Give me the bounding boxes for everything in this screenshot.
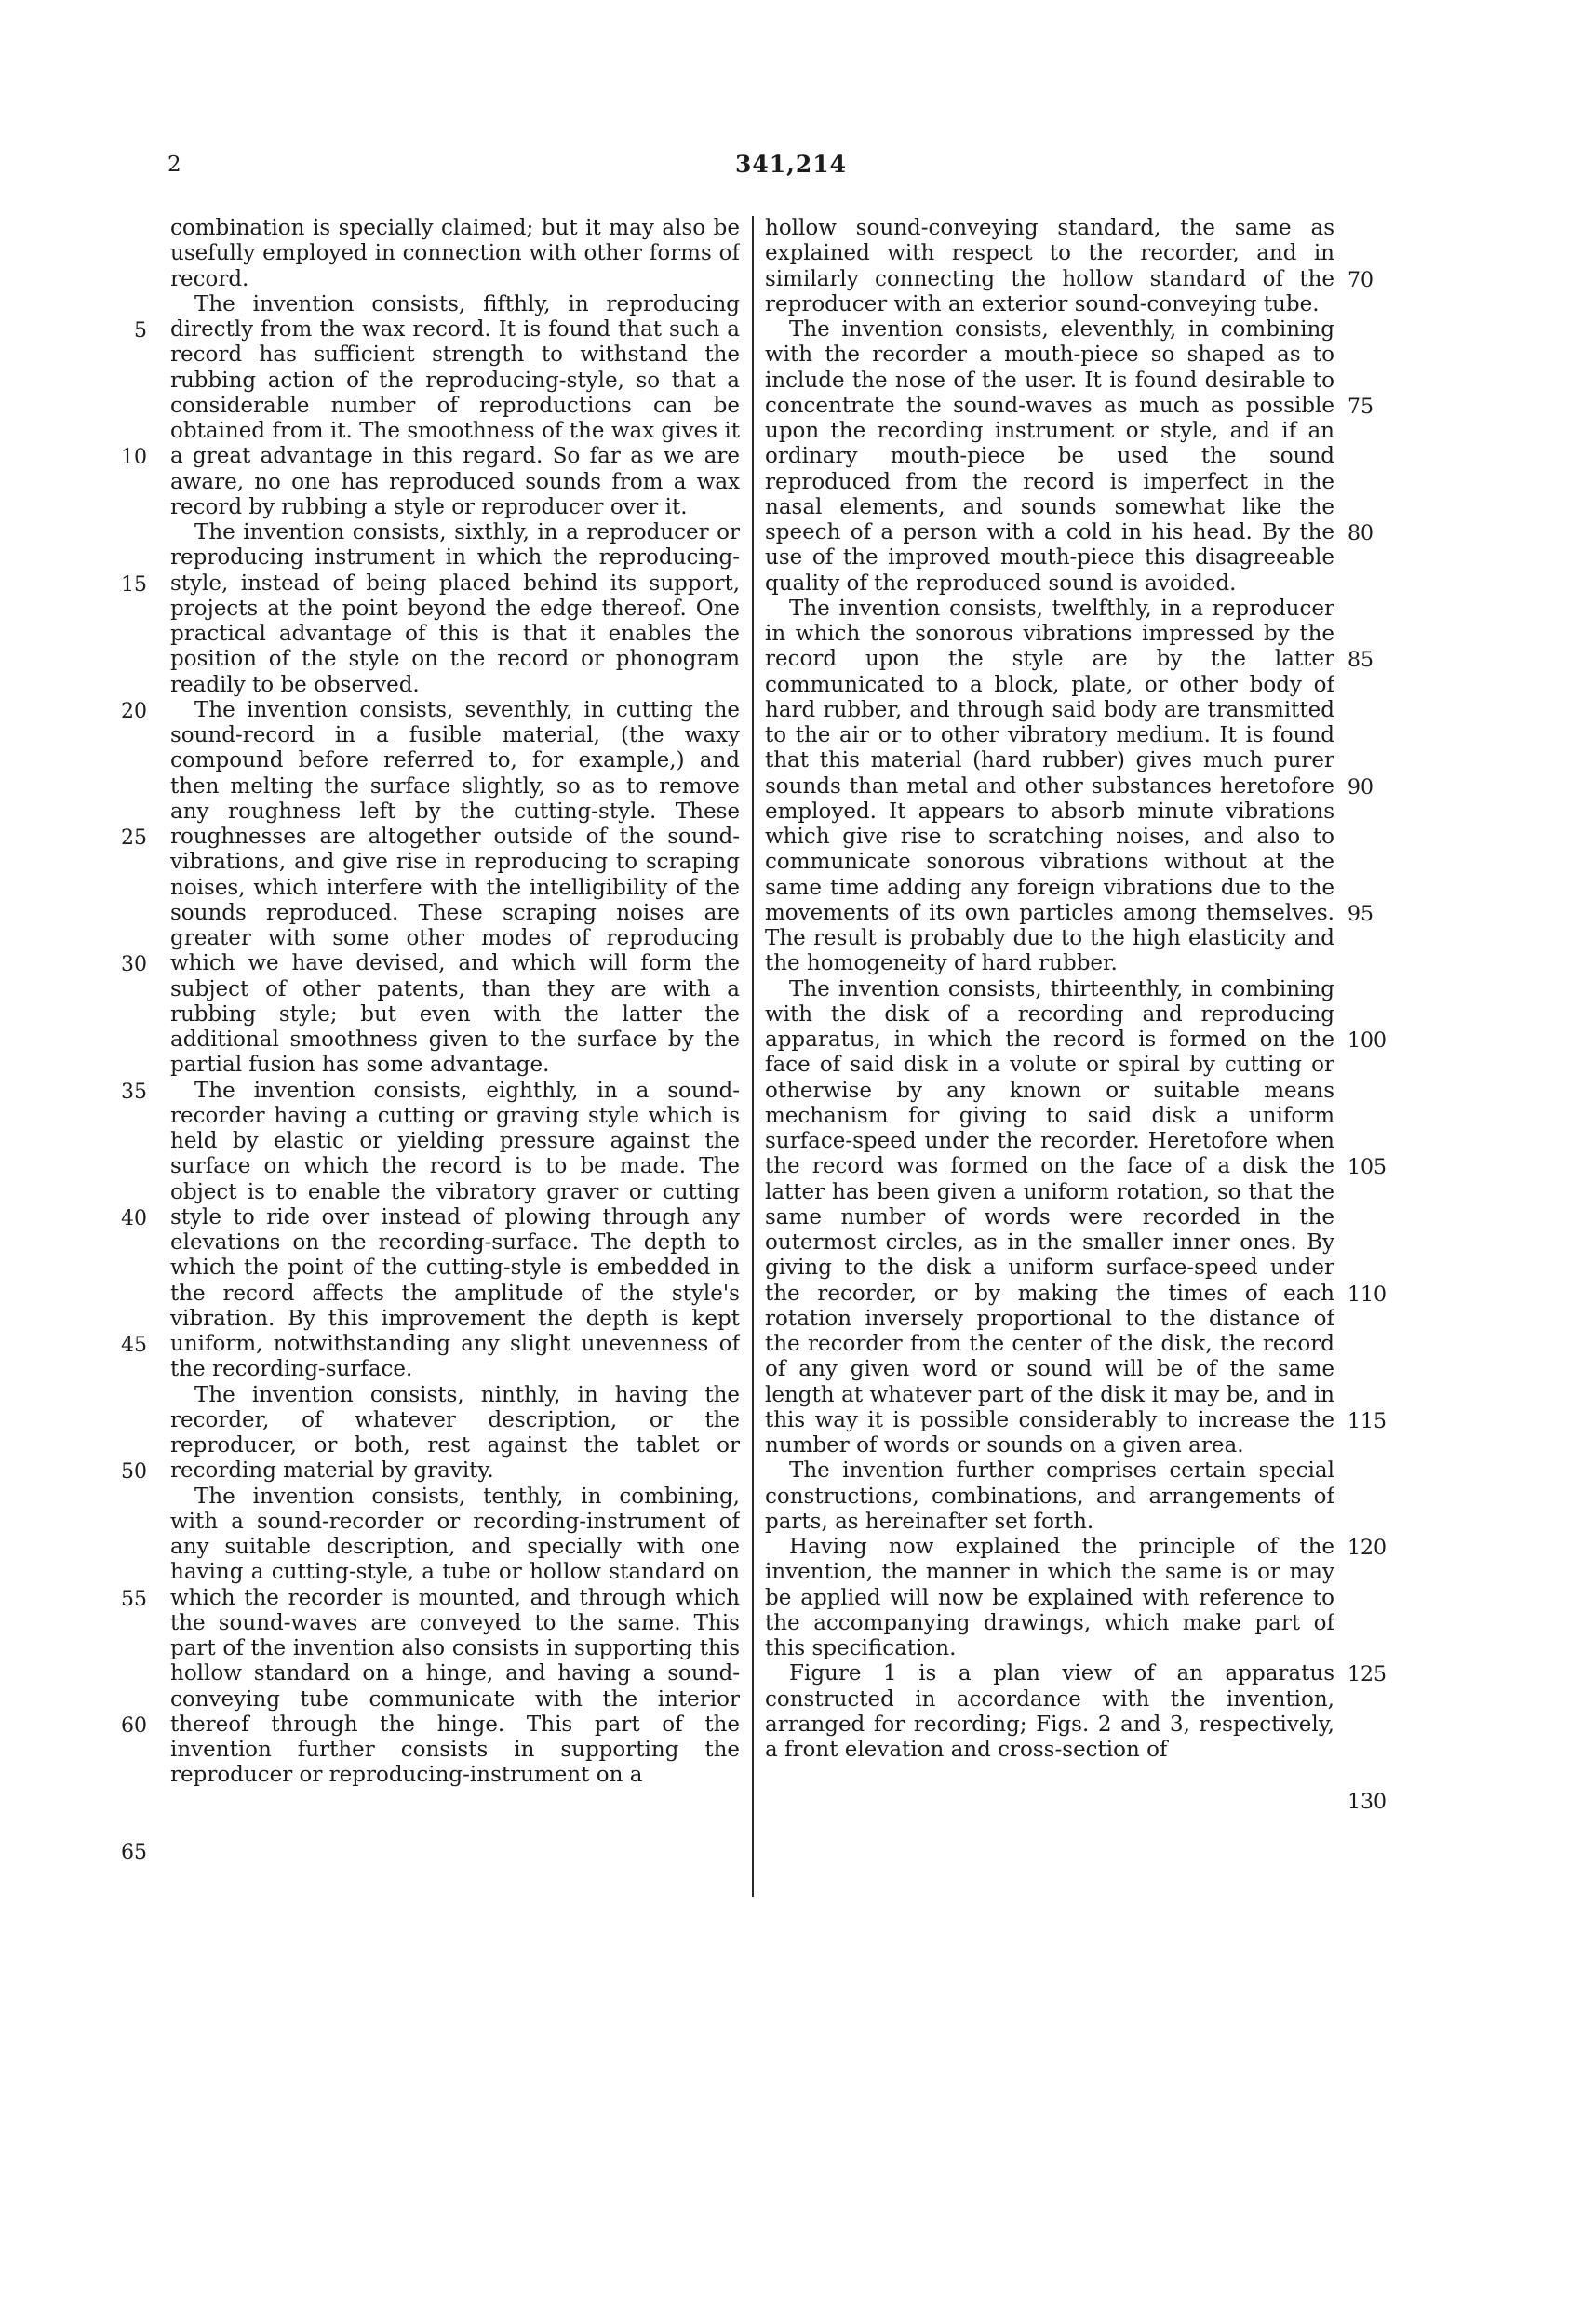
paragraph: Figure 1 is a plan view of an apparatus constructed in accordance with the invention, arranged for recording; Figs. 2 and 3, respectively, a front elevation and cross-section of (765, 1661, 1334, 1762)
line-number: 55 (121, 1587, 147, 1611)
line-number: 90 (1347, 775, 1374, 799)
paragraph: combination is specially claimed; but it may also be usefully employed in connection with other forms of record. (170, 216, 740, 291)
line-number: 95 (1347, 902, 1374, 926)
line-number: 125 (1347, 1663, 1387, 1687)
line-number: 10 (121, 446, 147, 470)
paragraph: The invention consists, eighthly, in a sound-recorder having a cutting or graving style which is held by elastic or yielding pressure against the surface on which the record is to be made. The object is to enable the vibratory graver or cutting style to ride over instead of plowing through any elevations on the recording-surface. The depth to which the point of the cutting-style is embedded in the record affects the amplitude of the style's vibration. By this improvement the depth is kept uniform, notwithstanding any slight unevenness of the recording-surface. (170, 1078, 740, 1382)
right-column (765, 216, 1334, 1928)
page-number: 2 (168, 153, 181, 177)
column-divider (752, 216, 754, 1897)
line-number: 130 (1347, 1790, 1387, 1814)
line-number: 25 (121, 826, 147, 850)
line-number: 70 (1347, 268, 1374, 292)
line-number: 35 (121, 1080, 147, 1104)
line-number: 40 (121, 1206, 147, 1230)
paragraph: The invention consists, eleventhly, in combining with the recorder a mouth-piece so shaped as to include the nose of the user. It is found desirable to concentrate the sound-waves as much as possible upon the recording instrument or style, and if an ordinary mouth-piece be used the sound reproduced from the record is imperfect in the nasal elements, and sounds somewhat like the speech of a person with a cold in his head. By the use of the improved mouth-piece this disagreeable quality of the reproduced sound is avoided. (765, 317, 1334, 596)
left-column (170, 216, 740, 1928)
paragraph: hollow sound-conveying standard, the same as explained with respect to the recorder, and in similarly connecting the hollow standard of the reproducer with an exterior sound-conveying tube. (765, 216, 1334, 316)
paragraph: Having now explained the principle of the invention, the manner in which the same is or may be applied will now be explained with reference to the accompanying drawings, which make part of this specification. (765, 1535, 1334, 1660)
line-number: 5 (134, 319, 147, 343)
paragraph: The invention consists, thirteenthly, in combining with the disk of a recording and reproducing apparatus, in which the record is formed on the face of said disk in a volute or spiral by cutting or otherwise by any known or suitable means mechanism for giving to said disk a uniform surface-speed under the recorder. Heretofore when the record was formed on the face of a disk the latter has been given a uniform rotation, so that the same number of words were recorded in the outermost circles, as in the smaller inner ones. By giving to the disk a uniform surface-speed under the recorder, or by making the times of each rotation inversely proportional to the distance of the recorder from the center of the disk, the record of any given word or sound will be of the same length at whatever part of the disk it may be, and in this way it is possible considerably to increase the number of words or sounds on a given area. (765, 976, 1334, 1458)
line-number: 110 (1347, 1283, 1387, 1307)
line-number: 120 (1347, 1537, 1387, 1560)
line-number: 80 (1347, 522, 1374, 545)
paragraph: The invention consists, fifthly, in reproducing directly from the wax record. It is found that such a record has sufficient strength to withstand the rubbing action of the reproducing-style, so that a considerable number of reproductions can be obtained from it. The smoothness of the wax gives it a great advantage in this regard. So far as we are aware, no one has reproduced sounds from a wax record by rubbing a style or reproducer over it. (170, 291, 740, 519)
line-number: 115 (1347, 1409, 1387, 1433)
paragraph: The invention consists, sixthly, in a reproducer or reproducing instrument in which the reproducing-style, instead of being placed behind its support, projects at the point beyond the edge thereof. One practical advantage of this is that it enables the position of the style on the record or phonogram readily to be observed. (170, 520, 740, 697)
line-number: 45 (121, 1334, 147, 1357)
line-number: 100 (1347, 1029, 1387, 1053)
paragraph: The invention consists, tenthly, in combining, with a sound-recorder or recording-instrument of any suitable description, and specially with one having a cutting-style, a tube or hollow standard on which the recorder is mounted, and through which the sound-waves are conveyed to the same. This part of the invention also consists in supporting this hollow standard on a hinge, and having a sound-conveying tube communicate with the interior thereof through the hinge. This part of the invention further consists in supporting the reproducer or reproducing-instrument on a (170, 1484, 740, 1788)
line-number: 65 (121, 1841, 147, 1864)
line-number: 50 (121, 1460, 147, 1484)
line-number: 75 (1347, 395, 1374, 419)
line-number: 60 (121, 1713, 147, 1738)
line-number: 20 (121, 699, 147, 723)
paragraph: The invention consists, twelfthly, in a reproducer in which the sonorous vibrations impressed by the record upon the style are by the latter communicated to a block, plate, or other body of hard rubber, and through said body are transmitted to the air or to other vibratory medium. It is found that this material (hard rubber) gives much purer sounds than metal and other substances heretofore employed. It appears to absorb minute vibrations which give rise to scratching noises, and also to communicate sonorous vibrations without at the same time adding any foreign vibrations due to the movements of its own particles among themselves. The result is probably due to the high elasticity and the homogeneity of hard rubber. (765, 596, 1334, 976)
line-number: 85 (1347, 649, 1374, 673)
paragraph: The invention consists, seventhly, in cutting the sound-record in a fusible material, (the waxy compound before referred to, for example,) and then melting the surface slightly, so as to remove any roughness left by the cutting-style. These roughnesses are altogether outside of the sound-vibrations, and give rise in reproducing to scraping noises, which interfere with the intelligibility of the sounds reproduced. These scraping noises are greater with some other modes of reproducing which we have devised, and which will form the subject of other patents, than they are with a rubbing style; but even with the latter the additional smoothness given to the surface by the partial fusion has some advantage. (170, 697, 740, 1078)
paragraph: The invention further comprises certain special constructions, combinations, and arrangements of parts, as hereinafter set forth. (765, 1458, 1334, 1534)
patent-number: 341,214 (734, 151, 848, 178)
line-number: 30 (121, 953, 147, 977)
paragraph: The invention consists, ninthly, in having the recorder, of whatever description, or the reproducer, or both, rest against the tablet or recording material by gravity. (170, 1382, 740, 1484)
line-number: 105 (1347, 1156, 1387, 1180)
line-number: 15 (121, 572, 147, 597)
